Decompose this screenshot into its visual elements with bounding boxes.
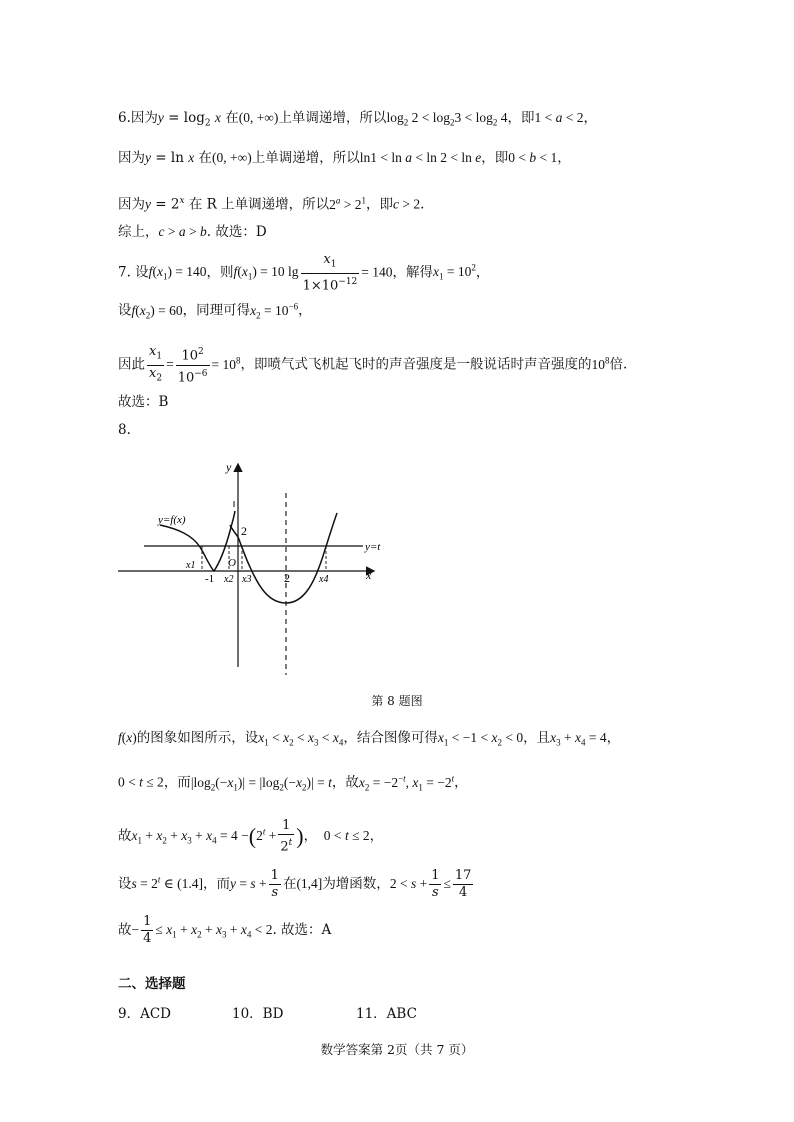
text: 综上， (118, 224, 159, 240)
q6-line-2: 因为y = ln x 在(0, +∞)上单调递增，所以ln1 < ln a < ln 2 < ln e，即0 < b < 1， (118, 150, 571, 166)
q8-line-2: 0 < t ≤ 2，而$|\log_2(-x_1)| = |\log_2(-x_2)| = t$，故$x_2 = -2^{-t}$, $x_1 = -2^t$， (118, 773, 468, 793)
text: 6.因为 (118, 110, 158, 126)
q6-line-3: 因为$y = 2^x$ 在 R 上单调递增，所以$2^a > 2^1$，即c > 2. (118, 195, 425, 213)
text: 设 (118, 876, 132, 892)
answer-10: 10．BD (232, 1006, 284, 1022)
section-heading: 二、选择题 (118, 976, 186, 992)
text: ，则 (206, 264, 234, 281)
label-two-top: 2 (241, 524, 247, 538)
q8-line-4: 设$s = 2^t$ ∈ (1.4]，而y = s + $\frac{1}{s}$ 在(1,4]为增函数，2 < s + $\frac{1}{s}$ ≤ $\frac{17}{4}$ (118, 868, 472, 900)
figure-caption: 第 8 题图 (371, 694, 423, 708)
text: 上单调递增，所以 (278, 110, 387, 126)
label-two-bottom: 2 (284, 571, 290, 585)
q8-line-1: f(x)的图象如图所示，设$x_1 < x_2 < x_3 < x_4$，结合图像可得$x_1 < -1 < x_2 < 0$，且$x_3 + x_4 = 4$， (118, 730, 621, 748)
text: 因为 (118, 196, 145, 213)
text: 的图象如图所示，设 (136, 730, 259, 746)
q7-line-1: 7. 设$f(x_1) = 140$，则$f(x_1) = 10$ lg $\frac{x_1}{1\times 10^{-12}}$ = 140，解得$x_1 = 10^2$， (118, 252, 490, 293)
label-line-t: y=t (365, 541, 381, 553)
label-x4: x4 (319, 574, 329, 585)
answer-9: 9．ACD (118, 1006, 171, 1022)
text: 7. 设 (118, 264, 149, 281)
text: 在 (225, 110, 239, 126)
text: ，即 (507, 110, 535, 126)
curve-right (238, 513, 337, 603)
text: ，且 (523, 730, 551, 746)
text: 故 (118, 828, 132, 845)
text: 在 R 上单调递增，所以 (188, 196, 330, 213)
label-x: x (366, 568, 372, 582)
q8-number: 8. (118, 422, 131, 438)
text: ，解得 (392, 264, 434, 281)
label-x2: x2 (224, 574, 234, 585)
label-origin: O (228, 557, 236, 569)
label-minus-one: -1 (205, 573, 215, 585)
text: ，同理可得 (182, 302, 251, 319)
q6-line-4: 综上，c > a > b. 故选：D (118, 224, 267, 240)
text: 因此 (118, 356, 145, 373)
text: . 故选：A (272, 922, 332, 938)
text: ，即 (365, 196, 393, 213)
answer-11: 11．ABC (356, 1006, 417, 1022)
answers-row (118, 1002, 417, 1022)
text: ，即喷气式飞机起飞时的声音强度是一般说话时声音强度的 (240, 356, 592, 373)
label-y: y (226, 460, 232, 474)
text: 故 (118, 922, 132, 938)
text: 在 (198, 150, 212, 166)
text: ，结合图像可得 (343, 730, 438, 746)
q7-line-3: 因此 $\frac{x_1}{x_2}$ = $\frac{10^2}{10^{-6}}$ = $10^8$，即喷气式飞机起飞时的声音强度是一般说话时声音强度的$10^8$倍. (118, 344, 628, 385)
q7-line-2: 设$f(x_2) = 60$，同理可得$x_2 = 10^{-6}$， (118, 301, 312, 321)
text: 上单调递增，所以 (251, 150, 360, 166)
text: ，即 (481, 150, 509, 166)
q7-line-4 (118, 392, 168, 412)
text: 因为 (118, 150, 145, 166)
text: ，而 (163, 774, 191, 791)
text: 在 (282, 876, 297, 892)
q6-line-1: 6.因为$y = \log_2 x$ 在(0, +∞)上单调递增，所以$\log_2 2 < \log_23 < \log_2 4$，即1 < a < 2， (118, 110, 597, 129)
label-x1: x1 (186, 560, 196, 571)
label-x3: x3 (242, 574, 252, 585)
q8-line-5: 故− $\frac{1}{4}$ ≤ $x_1 + x_2 + x_3 + x_4 < 2$. 故选：A (118, 914, 332, 946)
q8-line-3: 故$x_1 + x_2 + x_3 + x_4 = 4 -(2^t$ + $\frac{1}{2^t}$ )， 0 < t ≤ 2， (118, 818, 384, 855)
q8-graph (118, 455, 398, 685)
text: 故选：B (118, 394, 169, 410)
text: 设 (118, 302, 132, 319)
page-footer: 数学答案第 2页（共 7 页） (320, 1042, 474, 1057)
text: . 故选：D (206, 224, 267, 240)
text: 倍. (609, 356, 628, 373)
text: 为增函数， (322, 876, 390, 892)
text: ，而 (203, 876, 231, 892)
label-func: y=f(x) (158, 514, 186, 526)
text: ，故 (331, 774, 359, 791)
